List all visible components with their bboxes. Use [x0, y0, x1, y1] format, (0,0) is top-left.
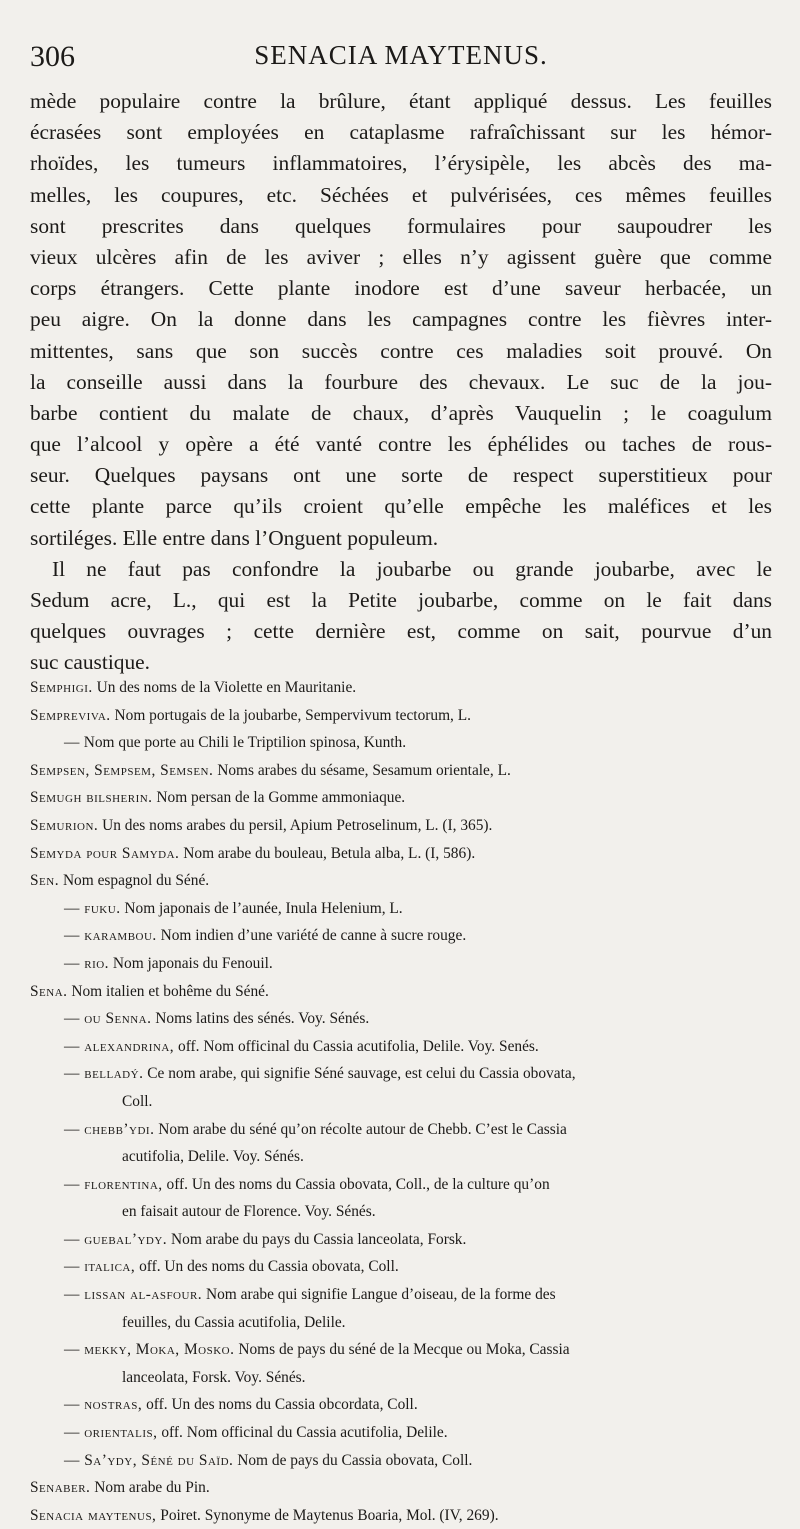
dictionary-entry: [30, 1281, 772, 1309]
entry-definition: Nom japonais du Fenouil.: [112, 954, 273, 972]
entry-headword: — italica,: [64, 1258, 136, 1276]
entry-headword: Semphigi.: [30, 679, 93, 696]
entry-definition: Noms latins des sénés. Voy. Sénés.: [155, 1010, 370, 1028]
entry-definition: Nom arabe du pays du Cassia lanceolata, Forsk.: [171, 1230, 467, 1248]
entry-headword: Sena.: [30, 982, 68, 1000]
dictionary-entry: [30, 840, 772, 868]
text-line: corps étrangers. Cette plante inodore est d’une saveur herbacée, un: [30, 276, 772, 301]
dictionary-entry: [30, 867, 772, 895]
page-header: [30, 40, 772, 80]
text-line: sont prescrites dans quelques formulaires pour saupoudrer les: [30, 213, 772, 238]
entry-headword: Senacia maytenus,: [30, 1506, 157, 1524]
entry-definition: off. Nom officinal du Cassia acutifolia, Delile. Voy. Senés.: [178, 1037, 539, 1055]
dictionary-entry: [30, 1116, 772, 1144]
entry-definition: en faisait autour de Florence. Voy. Sénés.: [122, 1203, 376, 1221]
entry-headword: — lissan al-asfour.: [64, 1286, 203, 1304]
dictionary-entry: [30, 674, 772, 702]
text-line: écrasées sont employées en cataplasme rafraîchissant sur les hémor-: [30, 120, 772, 145]
entry-headword: Sempreviva.: [30, 706, 111, 724]
entry-definition: Noms de pays du séné de la Mecque ou Moka, Cassia: [238, 1341, 570, 1359]
dictionary-entry: [30, 1474, 772, 1502]
page-number: 306: [30, 40, 75, 73]
dictionary-entry: [30, 922, 772, 950]
entry-definition: off. Un des noms du Cassia obcordata, Coll.: [146, 1396, 418, 1414]
text-line: quelques ouvrages ; cette dernière est, comme on sait, pourvue d’un: [30, 619, 772, 644]
text-line: la conseille aussi dans la fourbure des chevaux. Le suc de la jou-: [30, 369, 772, 394]
entry-headword: — belladý.: [64, 1065, 144, 1083]
entry-headword: —: [64, 734, 80, 752]
dictionary-entry: [30, 895, 772, 923]
entry-definition: Nom indien d’une variété de canne à sucre rouge.: [160, 927, 467, 945]
dictionary-entry: [30, 1171, 772, 1199]
dictionary-entries: [30, 674, 772, 1529]
entry-definition: Poiret. Synonyme de Maytenus Boaria, Mol. (IV, 269).: [160, 1506, 499, 1524]
entry-definition: Coll.: [122, 1092, 153, 1110]
entry-headword: — florentina,: [64, 1175, 163, 1193]
dictionary-entry: [30, 978, 772, 1006]
text-line: melles, les coupures, etc. Séchées et pulvérisées, ces mêmes feuilles: [30, 182, 772, 207]
entry-headword: — guebal’ydy.: [64, 1230, 168, 1248]
entry-definition: acutifolia, Delile. Voy. Sénés.: [122, 1148, 304, 1166]
dictionary-entry: [30, 729, 772, 757]
entry-definition: Nom portugais de la joubarbe, Sempervivum tectorum, L.: [114, 706, 471, 724]
entry-headword: — rio.: [64, 954, 110, 972]
entry-headword: — orientalis,: [64, 1424, 158, 1442]
entry-headword: Sempsen, Sempsem, Semsen.: [30, 761, 214, 779]
entry-continuation: [30, 1198, 772, 1226]
dictionary-entry: [30, 812, 772, 840]
entry-headword: — fuku.: [64, 899, 121, 917]
dictionary-entry: [30, 1502, 772, 1529]
entry-continuation: [30, 1143, 772, 1171]
entry-headword: — alexandrina,: [64, 1037, 175, 1055]
text-line: suc caustique.: [30, 650, 150, 675]
entry-definition: Nom japonais de l’aunée, Inula Helenium, L.: [124, 899, 403, 917]
entry-definition: Nom arabe qui signifie Langue d’oiseau, de la forme des: [206, 1286, 556, 1304]
text-line: seur. Quelques paysans ont une sorte de respect superstitieux pour: [30, 463, 772, 488]
text-line: Sedum acre, L., qui est la Petite joubarbe, comme on le fait dans: [30, 588, 772, 612]
dictionary-entry: [30, 1033, 772, 1061]
entry-definition: Nom de pays du Cassia obovata, Coll.: [237, 1451, 473, 1469]
text-line: que l’alcool y opère a été vanté contre les éphélides ou taches de rous-: [30, 432, 772, 457]
entry-headword: — ou Senna.: [64, 1010, 152, 1028]
entry-definition: Ce nom arabe, qui signifie Séné sauvage, est celui du Cassia obovata,: [147, 1065, 576, 1083]
dictionary-entry: [30, 950, 772, 978]
dictionary-entry: [30, 1005, 772, 1033]
text-line: mède populaire contre la brûlure, étant appliqué dessus. Les feuilles: [30, 89, 772, 113]
entry-definition: Un des noms arabes du persil, Apium Petroselinum, L. (I, 365).: [102, 816, 493, 834]
text-line: vieux ulcères afin de les aviver ; elles n’y agissent guère que comme: [30, 244, 772, 269]
dictionary-entry: [30, 1391, 772, 1419]
text-line: sortiléges. Elle entre dans l’Onguent populeum.: [30, 525, 439, 550]
text-line: Il ne faut pas confondre la joubarbe ou grande joubarbe, avec le: [52, 556, 772, 581]
entry-definition: Un des noms de la Violette en Mauritanie.: [96, 679, 357, 696]
entry-continuation: [30, 1309, 772, 1337]
entry-headword: Senaber.: [30, 1479, 91, 1497]
entry-definition: Nom arabe du Pin.: [94, 1479, 210, 1497]
entry-headword: Semurion.: [30, 816, 99, 834]
text-line: barbe contient du malate de chaux, d’après Vauquelin ; le coagulum: [30, 400, 772, 425]
entry-definition: off. Nom officinal du Cassia acutifolia, Delile.: [161, 1424, 448, 1442]
entry-continuation: [30, 1364, 772, 1392]
dictionary-entry: [30, 1226, 772, 1254]
text-line: mittentes, sans que son succès contre ces maladies soit prouvé. On: [30, 338, 772, 363]
entry-definition: Noms arabes du sésame, Sesamum orientale, L.: [217, 761, 511, 779]
dictionary-entry: [30, 702, 772, 730]
entry-headword: — nostras,: [64, 1396, 143, 1414]
entry-headword: — karambou.: [64, 927, 157, 945]
entry-definition: Nom que porte au Chili le Triptilion spinosa, Kunth.: [83, 734, 407, 752]
entry-definition: feuilles, du Cassia acutifolia, Delile.: [122, 1313, 346, 1331]
main-text-block: [30, 86, 772, 679]
dictionary-entry: [30, 1060, 772, 1088]
entry-headword: — chebb’ydi.: [64, 1120, 155, 1138]
entry-headword: Semyda pour Samyda.: [30, 844, 180, 862]
dictionary-entry: [30, 1336, 772, 1364]
dictionary-entry: [30, 1419, 772, 1447]
entry-definition: off. Un des noms du Cassia obovata, Coll., de la culture qu’on: [166, 1175, 550, 1193]
dictionary-entry: [30, 784, 772, 812]
entry-continuation: [30, 1088, 772, 1116]
entry-headword: Semugh bilsherin.: [30, 789, 153, 807]
entry-definition: lanceolata, Forsk. Voy. Sénés.: [122, 1368, 306, 1386]
dictionary-entry: [30, 1253, 772, 1281]
entry-definition: off. Un des noms du Cassia obovata, Coll.: [139, 1258, 399, 1276]
text-line: cette plante parce qu’ils croient qu’elle empêche les maléfices et les: [30, 494, 772, 519]
text-line: peu aigre. On la donne dans les campagnes contre les fièvres inter-: [30, 307, 772, 332]
dictionary-entry: [30, 757, 772, 785]
text-line: rhoïdes, les tumeurs inflammatoires, l’érysipèle, les abcès des ma-: [30, 151, 772, 176]
entry-definition: Nom arabe du bouleau, Betula alba, L. (I, 586).: [183, 844, 476, 862]
entry-headword: — mekky, Moka, Mosko.: [64, 1341, 235, 1359]
dictionary-entry: [30, 1447, 772, 1475]
entry-definition: Nom italien et bohême du Séné.: [71, 982, 269, 1000]
entry-definition: Nom arabe du séné qu’on récolte autour de Chebb. C’est le Cassia: [158, 1120, 567, 1138]
running-head: SENACIA MAYTENUS.: [254, 40, 548, 70]
entry-headword: Sen.: [30, 872, 60, 890]
entry-definition: Nom persan de la Gomme ammoniaque.: [156, 789, 406, 807]
entry-headword: — Sa’ydy, Séné du Saïd.: [64, 1451, 234, 1469]
entry-definition: Nom espagnol du Séné.: [62, 872, 210, 890]
